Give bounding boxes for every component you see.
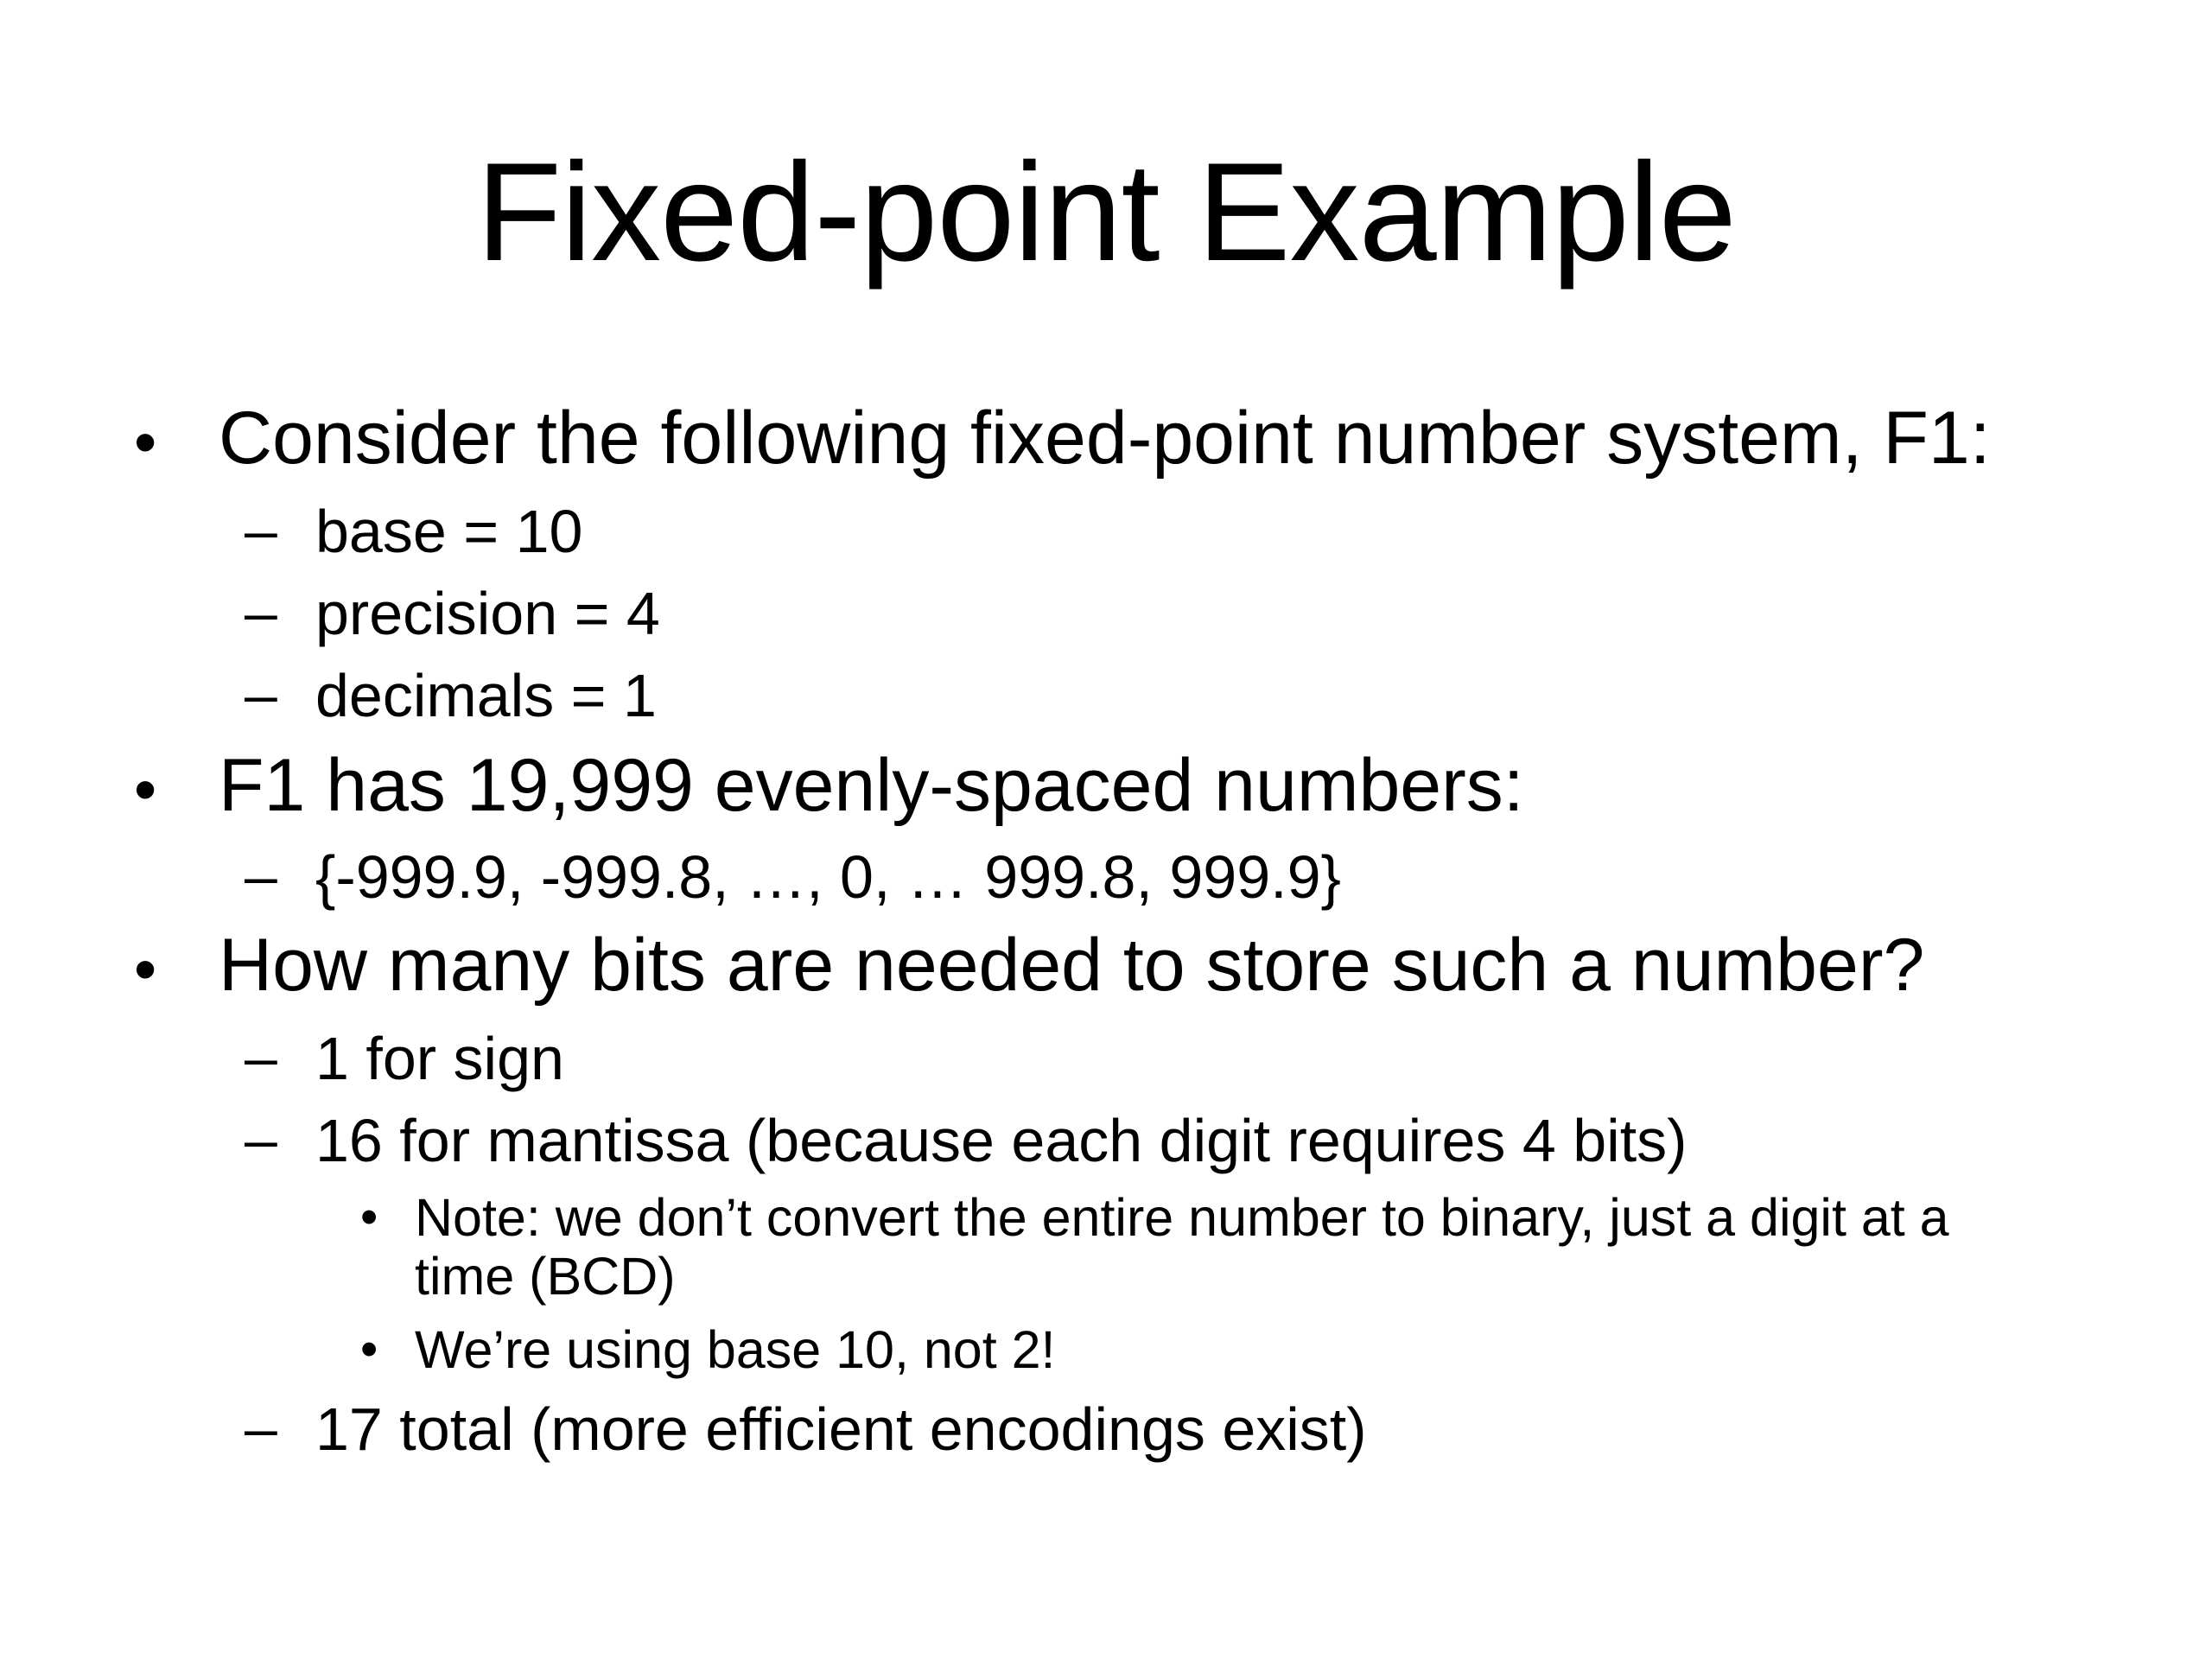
bullet-text: How many bits are needed to store such a number? bbox=[219, 924, 1925, 1007]
dash-icon: – bbox=[245, 1025, 277, 1090]
bullet-text: F1 has 19,999 evenly-spaced numbers: bbox=[219, 744, 1524, 827]
bullet-icon: • bbox=[134, 753, 157, 825]
dash-icon: – bbox=[245, 1107, 277, 1173]
dash-icon: – bbox=[245, 1395, 277, 1461]
bullet-icon: • bbox=[360, 1321, 378, 1377]
dash-icon: – bbox=[245, 843, 277, 909]
sub-bullet-text: 17 total (more efficient encodings exist) bbox=[315, 1395, 1367, 1463]
dash-icon: – bbox=[245, 580, 277, 645]
sub-bullet-text: 1 for sign bbox=[315, 1025, 564, 1092]
sub-bullet-text: {-999.9, -999.8, …, 0, … 999.8, 999.9} bbox=[315, 843, 1341, 911]
sub-sub-bullet-text-line2: time (BCD) bbox=[415, 1247, 676, 1306]
bullet-icon: • bbox=[134, 405, 157, 478]
dash-icon: – bbox=[245, 662, 277, 728]
sub-bullet-text: precision = 4 bbox=[315, 580, 660, 647]
slide-title: Fixed-point Example bbox=[476, 134, 1736, 290]
sub-bullet-text: base = 10 bbox=[315, 498, 583, 565]
sub-bullet-text: decimals = 1 bbox=[315, 662, 657, 729]
sub-bullet-text: 16 for mantissa (because each digit requires 4 bits) bbox=[315, 1107, 1688, 1174]
bullet-icon: • bbox=[360, 1189, 378, 1245]
dash-icon: – bbox=[245, 498, 277, 563]
sub-sub-bullet-text-line1: Note: we don’t convert the entire number to binary, just a digit at a bbox=[415, 1188, 1949, 1247]
sub-sub-bullet-text: We’re using base 10, not 2! bbox=[415, 1320, 1056, 1379]
bullet-text: Consider the following fixed-point number system, F1: bbox=[219, 397, 1991, 480]
bullet-icon: • bbox=[134, 932, 157, 1005]
